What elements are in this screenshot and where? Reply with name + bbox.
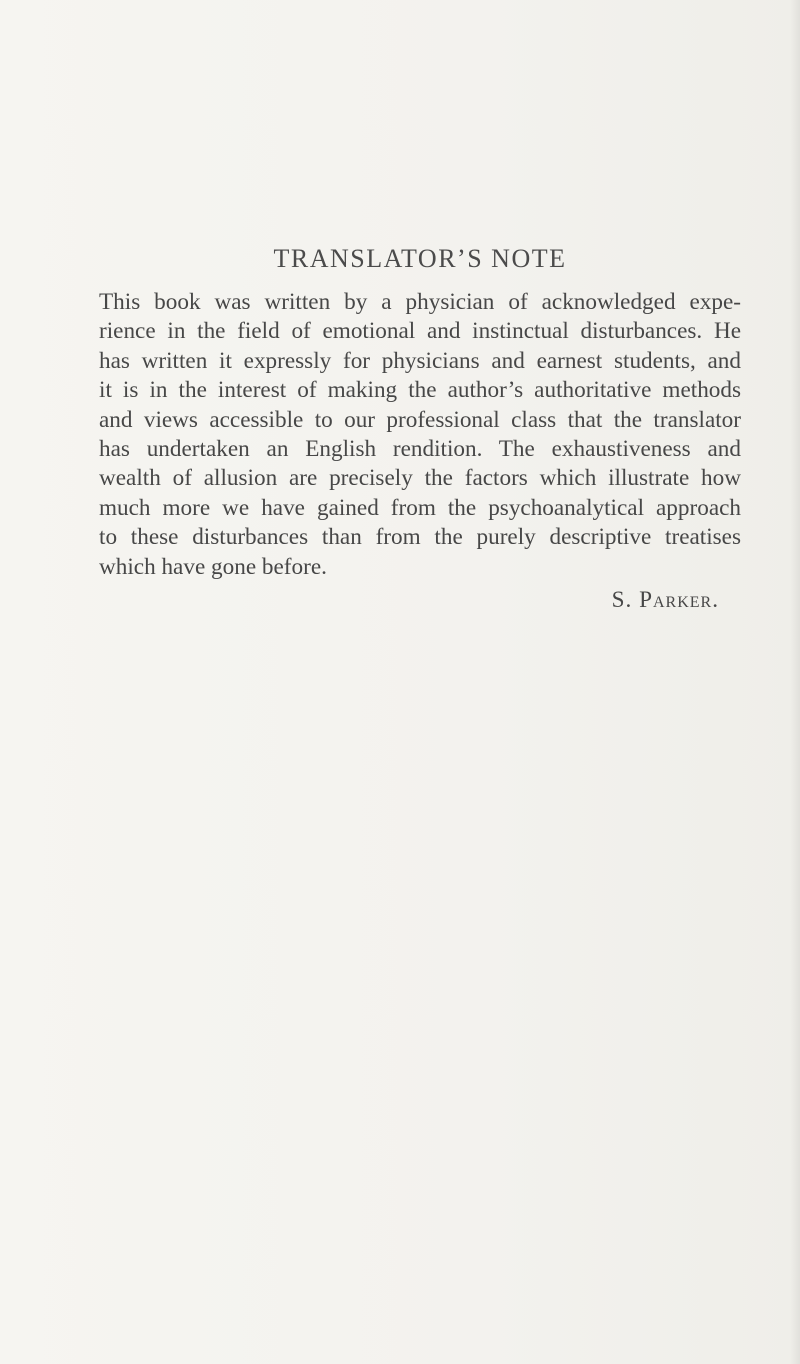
text-line: rience in the field of emotional and instinctual disturbances. He (99, 318, 741, 345)
text-line: which have gone before. (99, 553, 327, 580)
text-line: has written it expressly for physicians and earnest students, and (99, 347, 741, 374)
text-line: wealth of allusion are precisely the factors which illustrate how (99, 465, 741, 492)
translators-note (99, 244, 741, 615)
signature (99, 586, 741, 615)
text-line: it is in the interest of making the author’s authoritative methods (99, 377, 741, 404)
note-title: TRANSLATOR’S NOTE (273, 244, 567, 273)
text-line: This book was written by a physician of acknowledged expe- (99, 289, 741, 315)
text-line: has undertaken an English rendition. The exhaustiveness and (99, 435, 741, 462)
signature-text: S. Parker. (611, 586, 719, 613)
note-body (99, 288, 741, 582)
text-line: to these disturbances than from the purely descriptive treatises (99, 524, 741, 551)
text-line: and views accessible to our professional class that the translator (99, 406, 741, 433)
text-line: much more we have gained from the psychoanalytical approach (99, 494, 741, 521)
